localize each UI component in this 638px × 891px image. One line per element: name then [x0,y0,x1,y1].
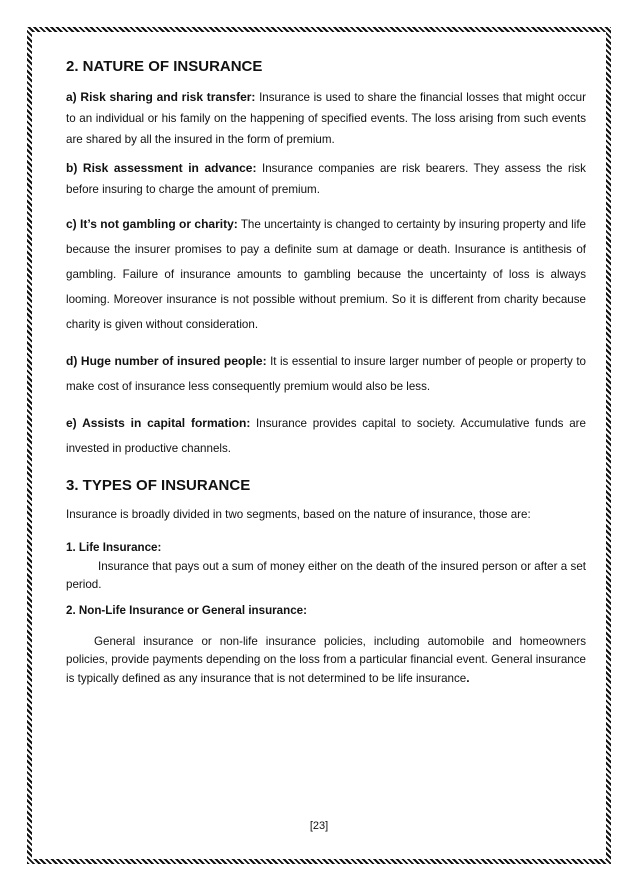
nonlife-insurance-text: General insurance or non-life insurance policies, including automobile and homeowners policies, provide payments depending on the loss from a particular financial event. General insurance is typically defined as any insurance that is not determined to be life insurance [66,635,586,685]
nature-item-d [66,349,586,399]
page-content [66,58,586,688]
life-insurance-text: Insurance that pays out a sum of money either on the death of the insured person or after a set period. [66,560,586,591]
page-number: [23] [309,820,329,832]
nature-item-e-text: Insurance provides capital to society. Accumulative funds are invested in productive channels. [66,417,586,455]
nonlife-insurance-end: . [466,671,470,685]
nature-item-e [66,411,586,461]
nature-item-a-label: a) Risk sharing and risk transfer: [66,90,256,104]
types-intro: Insurance is broadly divided in two segments, based on the nature of insurance, those are: [66,508,531,521]
nonlife-insurance-heading: 2. Non-Life Insurance or General insurance: [66,604,307,617]
nature-item-a [66,87,586,150]
section-2-title: 2. NATURE OF INSURANCE [66,58,263,75]
nature-item-e-label: e) Assists in capital formation: [66,416,251,430]
nature-item-c-label: c) It’s not gambling or charity: [66,217,238,231]
nonlife-insurance-paragraph [66,633,586,688]
section-3-title: 3. TYPES OF INSURANCE [66,477,251,494]
nature-item-c-text: The uncertainty is changed to certainty by insuring property and life because the insurer promises to pay a definite sum at damage or death. Insurance is antithesis of gambling. Failure of insurance amounts to gambling because the uncertainty of loss is always looming. Moreover insurance is not possible without premium. So it is different from charity because charity is given without consideration. [66,218,586,331]
nature-item-b [66,158,586,200]
nature-item-b-text: Insurance companies are risk bearers. They assess the risk before insuring to charge the amount of premium. [66,162,586,196]
nature-item-d-text: It is essential to insure larger number of people or property to make cost of insurance less consequently premium would also be less. [66,355,586,393]
nature-item-d-label: d) Huge number of insured people: [66,354,267,368]
nature-item-c [66,212,586,337]
nature-item-a-text: Insurance is used to share the financial losses that might occur to an individual or his family on the happening of specified events. The loss arising from such events are shared by all the insured in the form of premium. [66,91,586,146]
life-insurance-heading: 1. Life Insurance: [66,541,162,554]
nature-item-b-label: b) Risk assessment in advance: [66,161,257,175]
